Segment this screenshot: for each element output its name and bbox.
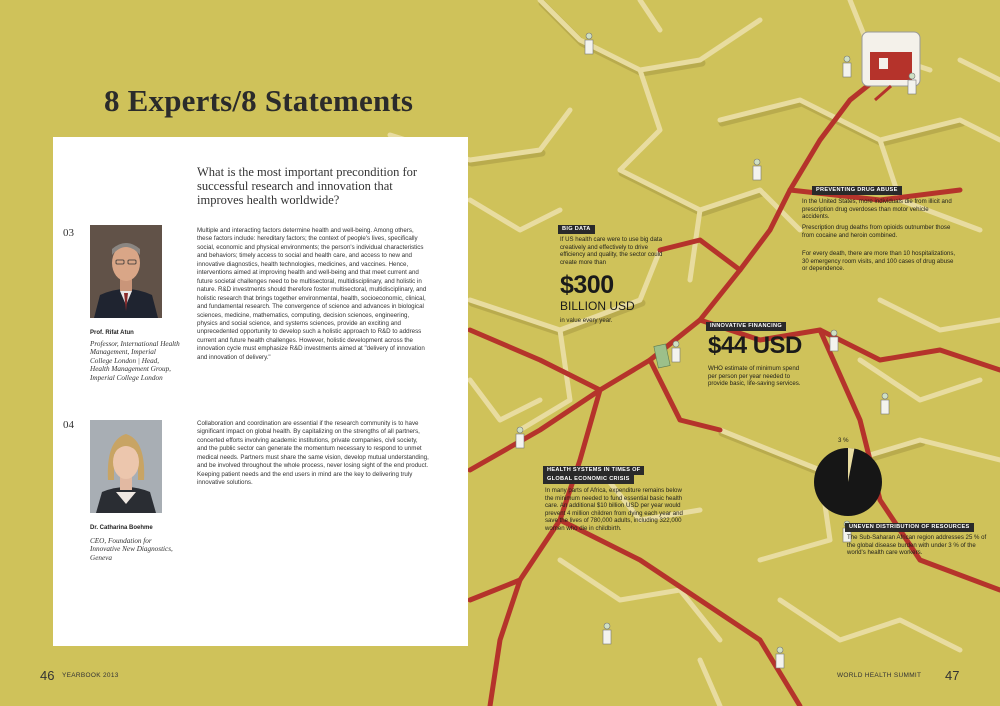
infobox-header: BIG DATA [558, 225, 595, 234]
expert-statement: Collaboration and coordination are essential if the research community is to have significant impact on global health. By capitalizing on the strengths of all partners, concerted efforts involving academic institutions, private companies, civil society, and the public sector can generate the momentum necessary to respond to unmet medical needs. Partners must share the same vision, develop mutual understanding, and be involved throughout the whole process, never losing sight of the end product. Keeping patient needs and the end users in mind are the key to delivering truly innovative solutions. [197, 420, 429, 487]
doctor-figure [516, 427, 524, 448]
expert-number: 04 [63, 419, 74, 431]
doctor-figure [585, 33, 593, 54]
infobox-figure-unit: BILLION USD [560, 299, 635, 313]
doctor-figure [830, 330, 838, 351]
expert-name: Prof. Rifat Atun [90, 330, 134, 336]
statements-panel [53, 137, 468, 646]
doctor-figure [753, 159, 761, 180]
page-title: 8 Experts/8 Statements [104, 82, 414, 118]
doctor-figure [843, 56, 851, 77]
infobox-text: WHO estimate of minimum spend per person per year needed to provide basic, life-saving services. [708, 365, 801, 388]
resource-share-pie [813, 447, 883, 517]
infobox-paragraph: Prescription drug deaths from opioids outnumber those from cocaine and heroin combined. [802, 224, 951, 239]
infobox-header: HEALTH SYSTEMS IN TIMES OF [543, 466, 644, 475]
infobox-text: In many parts of Africa, expenditure remains below the minimum needed to fund essential basic health care. An additional $10 billion USD per year would prevent 4 million children from dying each year and save the lives of 780,000 adults, including 322,000 women who die in childbirth. [545, 487, 683, 532]
infobox-tail: in value every year. [560, 317, 613, 324]
infobox-paragraph: In the United States, more individuals die from illicit and prescription drug overdoses than motor vehicle accidents. [802, 198, 952, 221]
expert-role: CEO, Foundation for Innovative New Diagnostics, Geneva [90, 537, 173, 562]
doctor-figure [603, 623, 611, 644]
infobox-paragraph: For every death, there are more than 10 hospitalizations, 30 emergency room visits, and 100 cases of drug abuse or dependence. [802, 250, 956, 273]
expert-statement: Multiple and interacting factors determine health and well-being. Among others, these factors include: hereditary factors; the context of people's lives, specifically social, economic and physical environments; the person's individual characteristics and behaviors; timely access to social and health care, and access to new and innovative diagnostics, health technologies, medicines, and vaccines. Hence, interventions aimed at improving health and well-being and that meet current and future societal challenges need to be multisectoral, multidisciplinary, and holistic in nature. R&D investments should therefore foster multisectoral, multidisciplinary, and holistic research that brings together environmental, health, socioeconomic, clinical, and fundamental research. The convergence of science and advances in biological sciences, medicine, mathematics, computing, decision sciences, engineering, physics and social science, and systems sciences, provide an exciting and unprecedented opportunity to develop such a holistic approach to R&D to address current and future health challenges. However, holistic development across the innovation cycle must emphasize R&D investments aimed at "delivery of innovation and innovation of delivery." [197, 227, 427, 361]
infobox-figure: $44 USD [708, 332, 802, 359]
infobox-header: UNEVEN DISTRIBUTION OF RESOURCES [845, 523, 974, 532]
question-heading: What is the most important precondition for successful research and innovation that improves health worldwide? [197, 165, 418, 207]
infobox-header: INNOVATIVE FINANCING [706, 322, 786, 331]
expert-role: Professor, International Health Management, Imperial College London | Head, Health Management Group, Imperial College London [90, 340, 180, 382]
page-number-right: 47 [945, 668, 960, 683]
infobox-text: The Sub-Saharan African region addresses 25 % of the global disease burden with under 3 % of the world's health care workers. [847, 534, 987, 557]
expert-name: Dr. Catharina Boehme [90, 525, 153, 531]
doctor-figure [881, 393, 889, 414]
expert-number: 03 [63, 227, 74, 239]
doctor-figure [776, 647, 784, 668]
doctor-figure [908, 73, 916, 94]
infobox-text: If US health care were to use big data creatively and effectively to drive efficiency and quality, the sector could create more than [560, 236, 663, 266]
expert-photo-boehme [90, 420, 162, 513]
expert-photo-atun [90, 225, 162, 318]
infobox-figure: $300 [560, 271, 614, 299]
doctor-figure [672, 341, 680, 362]
infobox-header: GLOBAL ECONOMIC CRISIS [543, 475, 634, 484]
page-number-left: 46 [40, 668, 55, 683]
pie-share-label: 3 % [838, 437, 849, 444]
footer-label-right: WORLD HEALTH SUMMIT [837, 672, 922, 679]
infobox-header: PREVENTING DRUG ABUSE [812, 186, 902, 195]
footer-label-left: YEARBOOK 2013 [62, 672, 119, 679]
